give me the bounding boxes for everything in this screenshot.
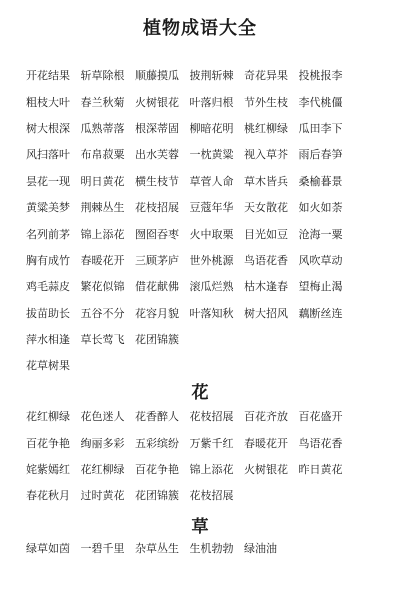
idiom-cell: 百花争艳 [135,462,179,476]
idiom-cell: 借花献佛 [135,280,179,294]
idiom-cell: 花枝招展 [189,489,234,503]
idiom-cell: 黄粱美梦 [26,201,70,215]
idiom-row [26,88,376,114]
idiom-cell: 火树银花 [135,95,179,109]
idiom-cell: 胸有成竹 [26,253,70,267]
idiom-cell: 花容月貌 [135,306,179,320]
idiom-cell: 鸟语花香 [298,436,343,450]
idiom-cell: 风扫落叶 [26,148,70,162]
idiom-cell: 粗枝大叶 [26,95,70,109]
idiom-row [26,403,376,429]
idiom-grid-flower [26,403,376,509]
idiom-cell: 藕断丝连 [298,306,343,320]
idiom-cell: 繁花似锦 [80,280,125,294]
idiom-row [26,429,376,455]
idiom-row [26,273,376,299]
idiom-grid-general [26,62,376,379]
idiom-cell: 过时黄花 [80,489,125,503]
idiom-cell: 花团锦簇 [135,333,179,347]
idiom-cell: 一枕黄粱 [189,148,234,162]
idiom-cell: 明日黄花 [80,174,125,188]
idiom-cell: 百花争艳 [26,436,70,450]
idiom-cell: 火中取栗 [189,227,234,241]
idiom-row [26,62,376,88]
idiom-row [26,482,376,508]
idiom-cell: 花枝招展 [189,410,234,424]
idiom-cell: 如火如荼 [298,201,343,215]
idiom-row [26,141,376,167]
idiom-cell: 花枝招展 [135,201,179,215]
idiom-row [26,326,376,352]
idiom-cell: 花红柳绿 [80,462,125,476]
idiom-cell: 根深蒂固 [135,121,179,135]
idiom-row [26,535,376,561]
idiom-cell: 万紫千红 [189,436,234,450]
idiom-cell: 目光如豆 [244,227,288,241]
idiom-cell: 锦上添花 [80,227,125,241]
idiom-row [26,115,376,141]
idiom-cell: 花草树果 [26,359,70,373]
idiom-cell: 横生枝节 [135,174,179,188]
idiom-cell: 绿油油 [244,542,277,556]
idiom-cell: 奇花异果 [244,69,288,83]
idiom-cell: 春花秋月 [26,489,70,503]
idiom-cell: 草菅人命 [189,174,234,188]
idiom-cell: 鸟语花香 [244,253,288,267]
idiom-cell: 姹紫嫣红 [26,462,70,476]
idiom-cell: 布帛菽粟 [80,148,125,162]
idiom-cell: 开花结果 [26,69,70,83]
idiom-cell: 火树银花 [244,462,288,476]
idiom-cell: 锦上添花 [189,462,234,476]
idiom-cell: 绚丽多彩 [80,436,125,450]
idiom-cell: 囫囵吞枣 [135,227,179,241]
idiom-cell: 草长莺飞 [80,333,125,347]
page-title: 植物成语大全 [143,18,257,39]
idiom-cell: 望梅止渴 [298,280,343,294]
idiom-cell: 投桃报李 [298,69,343,83]
idiom-cell: 顺藤摸瓜 [135,69,179,83]
idiom-cell: 瓜田李下 [298,121,343,135]
idiom-cell: 生机勃勃 [189,542,234,556]
idiom-cell: 树大招风 [244,306,288,320]
idiom-cell: 叶落归根 [189,95,234,109]
idiom-cell: 节外生枝 [244,95,288,109]
idiom-cell: 雨后春笋 [298,148,343,162]
idiom-cell: 荆棘丛生 [80,201,125,215]
idiom-cell: 桃红柳绿 [244,121,288,135]
section-heading-flower: 花 [191,383,209,403]
idiom-cell: 叶落知秋 [189,306,234,320]
idiom-cell: 世外桃源 [189,253,234,267]
idiom-cell: 滚瓜烂熟 [189,280,234,294]
idiom-cell: 树大根深 [26,121,70,135]
idiom-cell: 风吹草动 [298,253,343,267]
idiom-cell: 绿草如茵 [26,542,70,556]
idiom-cell: 百花盛开 [298,410,343,424]
idiom-row [26,300,376,326]
idiom-cell: 春暖花开 [80,253,125,267]
idiom-cell: 拔苗助长 [26,306,70,320]
idiom-grid-grass [26,535,376,561]
idiom-cell: 枯木逢春 [244,280,288,294]
idiom-row [26,352,376,378]
idiom-row [26,247,376,273]
idiom-cell: 沧海一粟 [298,227,343,241]
idiom-cell: 披荆斩棘 [189,69,234,83]
idiom-cell: 一碧千里 [80,542,125,556]
idiom-row [26,194,376,220]
section-heading-grass: 草 [191,517,209,537]
idiom-cell: 五谷不分 [80,306,125,320]
idiom-cell: 出水芙蓉 [135,148,179,162]
idiom-cell: 昨日黄花 [298,462,343,476]
idiom-cell: 鸡毛蒜皮 [26,280,70,294]
idiom-cell: 豆蔻年华 [189,201,234,215]
idiom-cell: 百花齐放 [244,410,288,424]
idiom-cell: 名列前茅 [26,227,70,241]
idiom-cell: 天女散花 [244,201,288,215]
idiom-cell: 花团锦簇 [135,489,179,503]
idiom-cell: 草木皆兵 [244,174,288,188]
idiom-cell: 瓜熟蒂落 [80,121,125,135]
idiom-row [26,456,376,482]
idiom-cell: 视入草芥 [244,148,288,162]
idiom-cell: 花香醉人 [135,410,179,424]
idiom-row [26,168,376,194]
idiom-cell: 柳暗花明 [189,121,234,135]
idiom-cell: 萍水相逢 [26,333,70,347]
idiom-cell: 春暖花开 [244,436,288,450]
idiom-cell: 昙花一现 [26,174,70,188]
idiom-cell: 春兰秋菊 [80,95,125,109]
idiom-cell: 花色迷人 [80,410,125,424]
idiom-cell: 斩草除根 [80,69,125,83]
idiom-cell: 李代桃僵 [298,95,343,109]
idiom-cell: 三顾茅庐 [135,253,179,267]
idiom-cell: 花红柳绿 [26,410,70,424]
idiom-row [26,220,376,246]
idiom-cell: 杂草丛生 [135,542,179,556]
idiom-cell: 桑榆暮景 [298,174,343,188]
idiom-cell: 五彩缤纷 [135,436,179,450]
